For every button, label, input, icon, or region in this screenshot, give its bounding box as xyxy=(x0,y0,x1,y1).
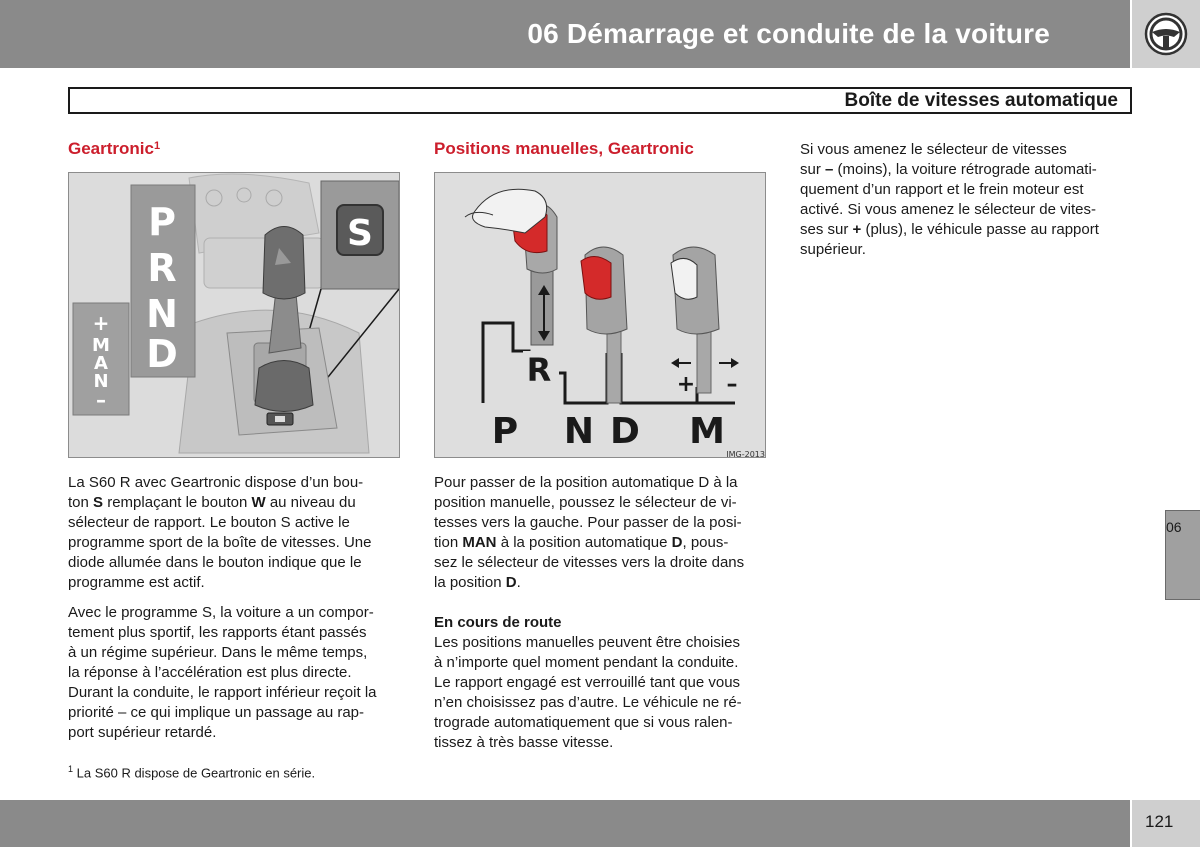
column-1 xyxy=(68,138,402,783)
geartronic-figure xyxy=(68,172,400,458)
footer-band xyxy=(0,800,1130,847)
en-cours-de-route-heading: En cours de route xyxy=(434,614,562,631)
man-minus: – xyxy=(96,388,106,412)
bottom-letter-m: M xyxy=(689,411,725,452)
geartronic-heading: Geartronic$^1$ xyxy=(68,139,161,158)
header-band xyxy=(0,0,1130,68)
shift-paragraph: Si vous amenez le sélecteur de vitesses sur – (moins), la voiture rétrograde automati- quement d’un rapport et le frein moteur est activé. Si vous amenez le sélecteur de vites- ses sur + (plus), le véhicule passe au rapport supérieur. xyxy=(800,141,1099,258)
chapter-icon-box xyxy=(1132,0,1200,68)
chapter-title: 06 Démarrage et conduite de la voiture xyxy=(527,18,1050,49)
manual-positions-paragraph-1: Pour passer de la position automatique D à la position manuelle, poussez le sélecteur de vi- tesses vers la gauche. Pour passer de la posi- tion MAN à la position automatique D, pous- sez le sélecteur de vitesses vers la droite dans la position D. xyxy=(434,474,745,591)
man-plus: + xyxy=(92,311,110,335)
man-n: N xyxy=(93,371,109,392)
geartronic-paragraph-2: Avec le programme S, la voiture a un compor- tement plus sportif, les rapports étant passés à un régime supérieur. Dans le même temps, la réponse à l’accélération est plus directe. Durant la conduite, le rapport inférieur reçoit la priorité – ce qui implique un passage au rap- port supérieur retardé. xyxy=(68,604,377,741)
column-2 xyxy=(434,138,768,763)
steering-wheel-icon xyxy=(1143,11,1189,57)
bottom-letter-n: N xyxy=(563,411,595,452)
s-button-label: S xyxy=(347,213,373,254)
section-bar xyxy=(68,87,1132,114)
manual-positions-figure xyxy=(434,172,766,458)
gate-r-letter: R xyxy=(526,351,552,389)
plus-label: + xyxy=(676,372,696,397)
man-m: M xyxy=(92,335,110,356)
side-tab-label: 06 xyxy=(1166,519,1182,535)
manual-positions-heading: Positions manuelles, Geartronic xyxy=(434,139,694,158)
page-number: 121 xyxy=(1145,812,1174,831)
gate-letter-p: P xyxy=(148,200,176,244)
manual-positions-paragraph-2: Les positions manuelles peuvent être choisies à n’importe quel moment pendant la conduite. Le rapport engagé est verrouillé tant que vous n’en choisissez pas d’autre. Le véhicule ne ré- trograde automatiquement que si vous ralen- tissez à très basse vitesse. xyxy=(434,634,742,751)
gate-letter-n: N xyxy=(146,292,178,336)
gate-letter-d: D xyxy=(146,332,178,376)
image-code: IMG-2013 xyxy=(726,450,765,459)
gate-letter-r: R xyxy=(147,246,177,290)
column-3 xyxy=(800,140,1130,270)
bottom-letter-d: D xyxy=(610,411,640,452)
man-a: A xyxy=(94,353,108,374)
section-title: Boîte de vitesses automatique xyxy=(844,90,1118,111)
footnote: $^1$ La S60 R dispose de Geartronic en série. xyxy=(68,764,316,781)
bottom-letter-p: P xyxy=(491,411,519,452)
geartronic-paragraph-1: La S60 R avec Geartronic dispose d’un bou- ton S remplaçant le bouton W au niveau du sélecteur de rapport. Le bouton S active le programme sport de la boîte de vitesses. Une diode allumée dans le bouton indique que le programme est actif. xyxy=(68,474,372,591)
minus-label: – xyxy=(726,372,738,397)
chapter-side-tab xyxy=(1165,510,1200,600)
